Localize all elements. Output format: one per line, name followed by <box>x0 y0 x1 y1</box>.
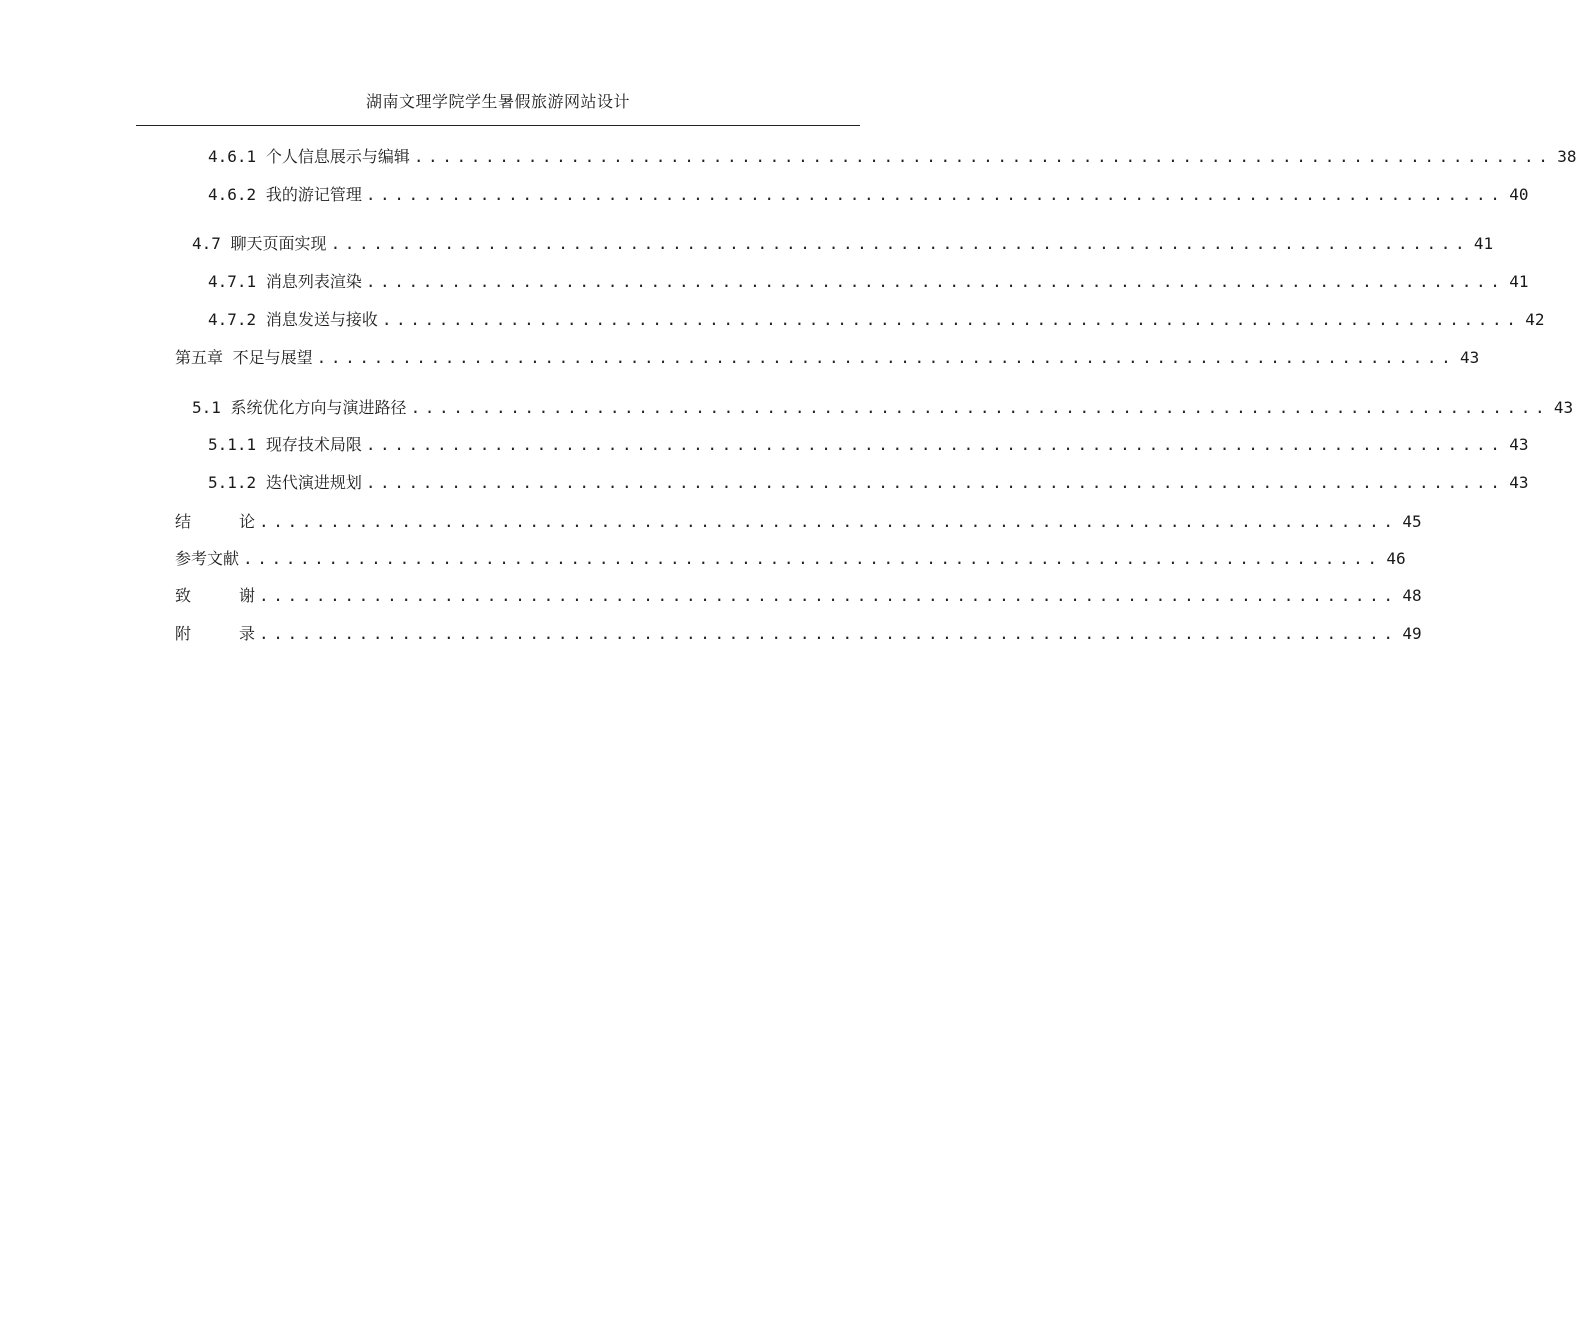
toc-entry[interactable] <box>0 346 1480 370</box>
toc-entry-number: 第五章 <box>175 348 224 367</box>
dot-leader: ................................................................................ <box>381 310 1521 329</box>
toc-entry-title: 迭代演进规划 <box>265 473 362 492</box>
toc-entry-page: 48 <box>1402 586 1422 605</box>
dot-leader: ................................................................................ <box>365 435 1505 454</box>
toc-entry-title: 我的游记管理 <box>265 185 362 204</box>
dot-leader: ................................................................................ <box>413 147 1553 166</box>
toc-entry-title: 致 谢 <box>175 586 255 605</box>
toc-entry[interactable] <box>0 232 1494 256</box>
toc-entry[interactable] <box>0 471 1529 495</box>
toc-entry-page: 43 <box>1509 473 1529 492</box>
dot-leader: ................................................................................ <box>259 512 1398 531</box>
toc-entry[interactable] <box>0 510 1422 534</box>
toc-entry-number: 5.1.2 <box>208 473 257 492</box>
toc-entry-title: 现存技术局限 <box>265 435 362 454</box>
toc-entry-number: 4.6.2 <box>208 185 257 204</box>
dot-leader: ................................................................................ <box>410 398 1550 417</box>
toc-entry[interactable] <box>0 622 1422 646</box>
toc-entry[interactable] <box>0 547 1406 571</box>
toc-entry[interactable] <box>0 396 1574 420</box>
dot-leader: ................................................................................ <box>259 586 1398 605</box>
toc-entry[interactable] <box>0 433 1529 457</box>
toc-entry-title: 结 论 <box>175 512 255 531</box>
toc-entry-title: 不足与展望 <box>232 348 313 367</box>
toc-entry-page: 41 <box>1509 272 1529 291</box>
toc-entry-number: 5.1 <box>192 398 221 417</box>
header-divider <box>136 125 860 126</box>
toc-entry-page: 42 <box>1525 310 1545 329</box>
toc-entry-title: 系统优化方向与演进路径 <box>230 398 407 417</box>
toc-entry[interactable] <box>0 308 1545 332</box>
toc-entry-page: 43 <box>1509 435 1529 454</box>
toc-entry[interactable] <box>0 584 1422 608</box>
toc-entry-number: 4.6.1 <box>208 147 257 166</box>
toc-entry-page: 49 <box>1402 624 1422 643</box>
toc-entry-number: 4.7.2 <box>208 310 257 329</box>
toc-entry-page: 41 <box>1473 234 1494 253</box>
dot-leader: ................................................................................ <box>316 348 1456 367</box>
page-header-title: 湖南文理学院学生暑假旅游网站设计 <box>365 92 630 111</box>
toc-entry[interactable] <box>0 145 1576 169</box>
toc-entry-number: 4.7 <box>192 234 221 253</box>
toc-entry-page: 43 <box>1553 398 1574 417</box>
toc-entry-number: 5.1.1 <box>208 435 257 454</box>
toc-entry-title: 消息发送与接收 <box>265 310 378 329</box>
toc-entry-page: 46 <box>1386 549 1406 568</box>
toc-entry-page: 40 <box>1509 185 1529 204</box>
toc-entry-page: 45 <box>1402 512 1422 531</box>
dot-leader: ................................................................................ <box>243 549 1382 568</box>
toc-entry-title: 聊天页面实现 <box>230 234 327 253</box>
toc-entry-number: 4.7.1 <box>208 272 257 291</box>
dot-leader: ................................................................................ <box>365 272 1505 291</box>
toc-entry[interactable] <box>0 183 1529 207</box>
dot-leader: ................................................................................ <box>365 185 1505 204</box>
dot-leader: ................................................................................ <box>330 234 1470 253</box>
toc-entry[interactable] <box>0 270 1529 294</box>
toc-entry-page: 43 <box>1460 348 1480 367</box>
dot-leader: ................................................................................ <box>259 624 1398 643</box>
toc-entry-page: 38 <box>1557 147 1576 166</box>
dot-leader: ................................................................................ <box>365 473 1505 492</box>
toc-entry-title: 参考文献 <box>175 549 240 568</box>
toc-entry-title: 附 录 <box>175 624 255 643</box>
toc-entry-title: 消息列表渲染 <box>265 272 362 291</box>
toc-entry-title: 个人信息展示与编辑 <box>265 147 410 166</box>
